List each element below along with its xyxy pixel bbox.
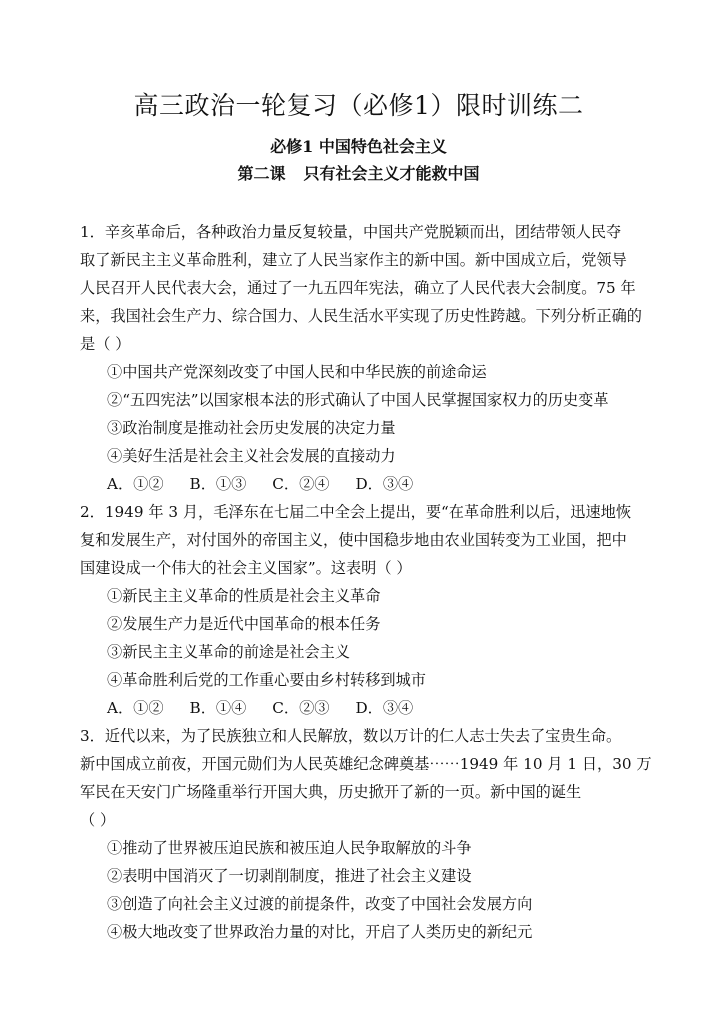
lesson-name: 只有社会主义才能救中国	[303, 164, 480, 183]
q1-item: ③政治制度是推动社会历史发展的决定力量	[107, 419, 396, 437]
q1-stem-line: 取了新民主主义革命胜利，建立了人民当家作主的新中国。新中国成立后，党领导	[80, 251, 627, 269]
q2-stem-line: 复和发展生产，对付国外的帝国主义，使中国稳步地由农业国转变为工业国，把中	[80, 531, 627, 549]
q2-item: ③新民主主义革命的前途是社会主义	[107, 643, 350, 661]
q1-stem-line: 1．辛亥革命后，各种政治力量反复较量，中国共产党脱颖而出，团结带领人民夺	[80, 223, 622, 241]
q1-option-c: C．②④	[272, 475, 330, 493]
q3-stem-line: 新中国成立前夜，开国元勋们为人民英雄纪念碑奠基⋯⋯1949 年 10 月 1 日，30 万	[80, 755, 652, 773]
q2-stem-line: 国建设成一个伟大的社会主义国家”。这表明（ ）	[80, 559, 412, 577]
q1-option-a: A．①②	[107, 475, 164, 493]
q3-stem-line: 3．近代以来，为了民族独立和人民解放，数以万计的仁人志士失去了宝贵生命。	[80, 727, 622, 745]
lesson-number: 第二课	[237, 164, 286, 183]
q2-option-b: B．①④	[189, 699, 247, 717]
q1-option-d: D．③④	[355, 475, 414, 493]
q1-stem-line: 是（ ）	[80, 335, 131, 353]
q2-option-d: D．③④	[355, 699, 414, 717]
document-title: 高三政治一轮复习（必修1）限时训练二	[133, 91, 584, 120]
q1-item: ①中国共产党深刻改变了中国人民和中华民族的前途命运	[107, 363, 487, 381]
q2-item: ④革命胜利后党的工作重心要由乡村转移到城市	[107, 671, 426, 689]
q1-option-b: B．①③	[189, 475, 247, 493]
lesson-subtitle	[0, 161, 717, 184]
q1-item: ④美好生活是社会主义社会发展的直接动力	[107, 447, 396, 465]
q3-item: ①推动了世界被压迫民族和被压迫人民争取解放的斗争	[107, 839, 472, 857]
q3-stem-line: （ ）	[80, 811, 116, 829]
q3-item: ④极大地改变了世界政治力量的对比，开启了人类历史的新纪元	[107, 923, 533, 941]
q3-stem-line: 军民在天安门广场隆重举行开国大典，历史掀开了新的一页。新中国的诞生	[80, 783, 582, 801]
q3-item: ③创造了向社会主义过渡的前提条件，改变了中国社会发展方向	[107, 895, 533, 913]
q2-item: ②发展生产力是近代中国革命的根本任务	[107, 615, 381, 633]
q3-item: ②表明中国消灭了一切剥削制度，推进了社会主义建设	[107, 867, 472, 885]
q2-stem-line: 2．1949 年 3 月，毛泽东在七届二中全会上提出，要“在革命胜利以后，迅速地恢	[80, 503, 632, 521]
q1-stem-line: 来，我国社会生产力、综合国力、人民生活水平实现了历史性跨越。下列分析正确的	[80, 307, 642, 325]
q2-item: ①新民主主义革命的性质是社会主义革命	[107, 587, 381, 605]
q2-option-c: C．②③	[272, 699, 330, 717]
q2-options	[107, 698, 439, 718]
q1-options	[107, 474, 439, 494]
q2-option-a: A．①②	[107, 699, 164, 717]
book-subtitle: 必修1 中国特色社会主义	[270, 137, 447, 156]
q1-stem-line: 人民召开人民代表大会，通过了一九五四年宪法，确立了人民代表大会制度。75 年	[80, 279, 636, 297]
q1-item: ②“五四宪法”以国家根本法的形式确认了中国人民掌握国家权力的历史变革	[107, 391, 609, 409]
